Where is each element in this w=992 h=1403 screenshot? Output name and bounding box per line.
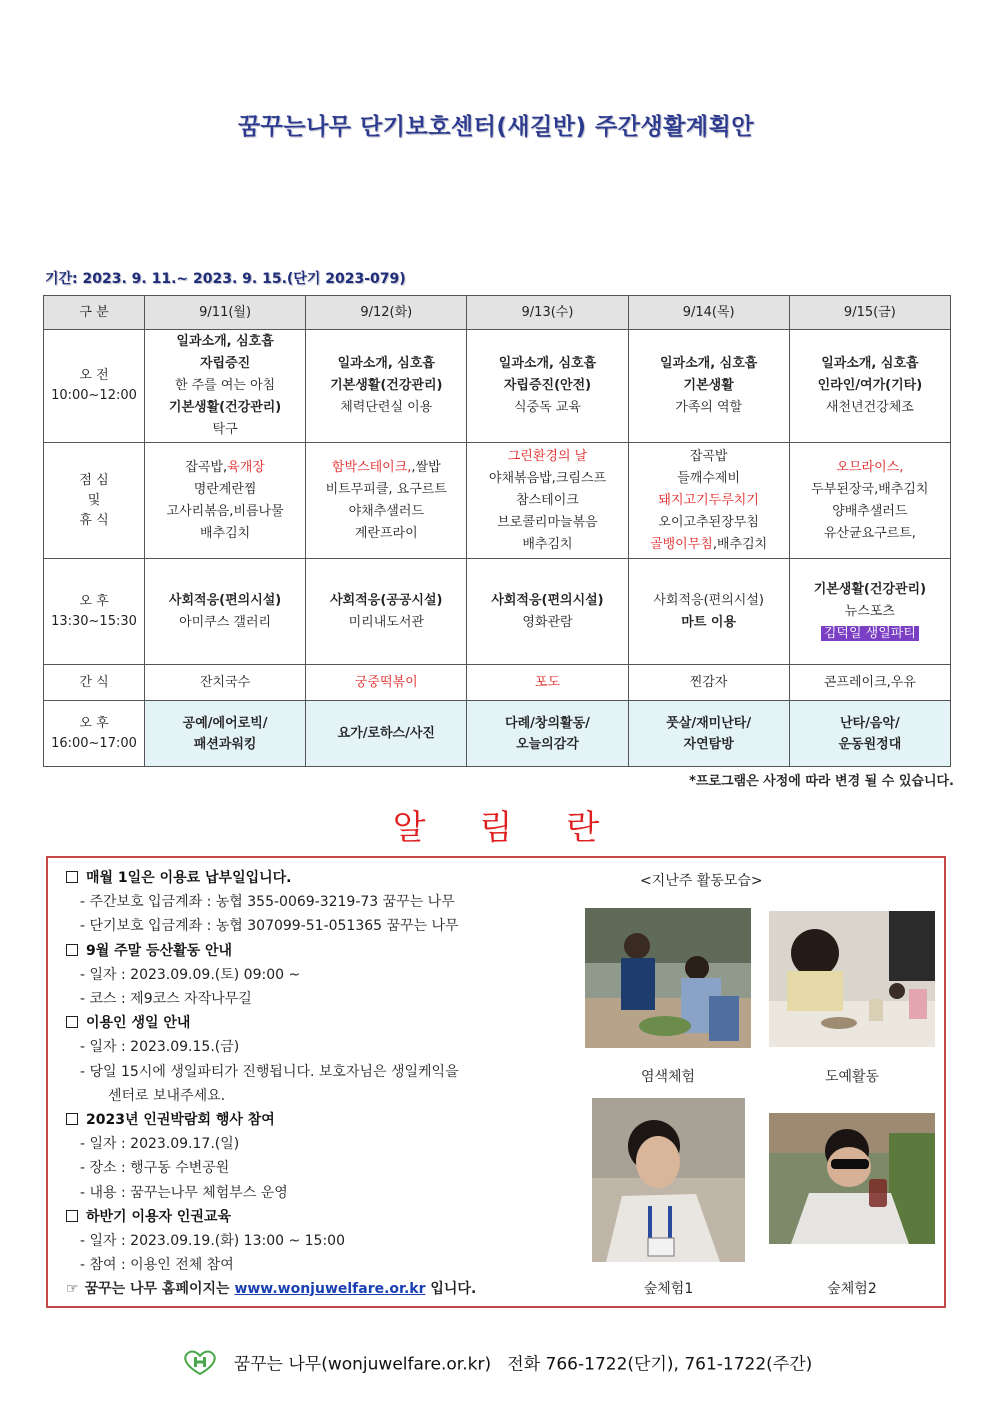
cell-am-fri [789, 330, 950, 443]
checkbox-square-icon [66, 1210, 78, 1222]
cell-text: 다례/창의활동/ [505, 715, 590, 731]
page-title: 꿈꾸는나무 단기보호센터(새길반) 주간생활계획안 [237, 114, 755, 140]
cell-late-fri [789, 701, 950, 767]
header-category: 구 분 [44, 296, 145, 330]
cell-snack-thu [628, 665, 789, 701]
cell-text: 일과소개, 심호흡 [659, 356, 758, 371]
notice-detail: 센터로 보내주세요. [108, 1087, 226, 1104]
photo-caption-dyeing: 염색체험 [640, 1069, 696, 1085]
table-header-row [44, 296, 951, 330]
cell-am-thu [628, 330, 789, 443]
cell-text: 김덕일 생일파티 [821, 626, 919, 641]
row-label-afternoon: 오 후 13:30~15:30 [44, 559, 145, 665]
notice-detail: - 참여 : 이용인 전체 참여 [80, 1257, 234, 1274]
cell-text: 돼지고기두루치기 [658, 492, 759, 508]
notice-detail: - 장소 : 행구동 수변공원 [80, 1160, 230, 1177]
cell-lunch-mon [145, 443, 306, 559]
row-morning [44, 330, 951, 443]
cell-text: 브로콜리마늘볶음 [497, 514, 598, 530]
notice-detail: - 일자 : 2023.09.17.(일) [80, 1136, 240, 1153]
cell-text: 난타/음악/ [840, 715, 900, 731]
header-day-tue: 9/12(화) [306, 296, 467, 330]
cell-text: ,배추김치 [712, 536, 768, 552]
notice-heading: 매월 1일은 이용료 납부일입니다. [66, 866, 566, 890]
cell-text: 가족의 역할 [675, 400, 743, 415]
cell-text: 배추김치 [522, 536, 573, 552]
cell-late-tue [306, 701, 467, 767]
photo-pottery [769, 911, 935, 1047]
cell-text: 영화관람 [522, 614, 573, 630]
cell-text: 함박스테이크, [331, 459, 412, 475]
row-label-late-afternoon: 오 후 16:00~17:00 [44, 701, 145, 767]
cell-text: 사회적응(편의시설) [491, 592, 604, 608]
cell-lunch-wed [467, 443, 628, 559]
cell-text: 마트 이용 [681, 614, 737, 630]
cell-text: 새천년건강체조 [825, 400, 914, 415]
cell-text: 오늘의감각 [516, 736, 579, 752]
cell-text: 탁구 [212, 422, 238, 437]
checkbox-square-icon [66, 871, 78, 883]
row-late-afternoon [44, 701, 951, 767]
cell-text: 포도 [534, 674, 561, 690]
cell-text: 잡곡밥, [185, 459, 228, 475]
cell-pm-wed [467, 559, 628, 665]
cell-text: 자립증진(안전) [503, 378, 592, 393]
checkbox-square-icon [66, 944, 78, 956]
cell-text: 명란계란찜 [193, 481, 257, 497]
photo-forest-1 [592, 1098, 745, 1262]
cell-text: 풋살/재미난타/ [666, 715, 752, 731]
cell-text: 유산균요구르트, [823, 525, 916, 541]
cell-text: 한 주를 여는 아침 [174, 378, 276, 393]
checkbox-square-icon [66, 1016, 78, 1028]
cell-text: 오이고추된장무침 [658, 514, 759, 530]
cell-late-wed [467, 701, 628, 767]
cell-lunch-fri [789, 443, 950, 559]
cell-text: 일과소개, 심호흡 [498, 356, 597, 371]
cell-text: 기본생활(건강관리) [813, 581, 927, 597]
notice-detail: - 단기보호 입금계좌 : 농협 307099-51-051365 꿈꾸는 나무 [80, 918, 459, 935]
cell-snack-wed [467, 665, 628, 701]
cell-lunch-thu [628, 443, 789, 559]
tree-logo-icon [180, 1348, 220, 1381]
cell-text: 고사리볶음,비름나물 [166, 503, 284, 519]
notice-heading: 하반기 이용자 인권교육 [66, 1205, 566, 1229]
notice-detail: - 일자 : 2023.09.19.(화) 13:00 ~ 15:00 [80, 1233, 345, 1250]
notice-heading: 이용인 생일 안내 [66, 1011, 566, 1035]
homepage-line: ☞ 꿈꾸는 나무 홈페이지는 www.wonjuwelfare.or.kr 입니다. [66, 1281, 477, 1297]
cell-text: 야채볶음밥,크림스프 [488, 470, 607, 486]
cell-text: 식중독 교육 [514, 400, 581, 415]
row-label-lunch: 점 심 및 휴 식 [44, 443, 145, 559]
cell-text: 패션과워킹 [193, 736, 257, 752]
cell-am-mon [145, 330, 306, 443]
cell-text: 오므라이스, [836, 459, 904, 475]
cell-text: 인라인/여가(기타) [817, 378, 923, 393]
cell-lunch-tue [306, 443, 467, 559]
cell-text: 양배추샐러드 [832, 503, 908, 519]
header-day-fri: 9/15(금) [789, 296, 950, 330]
photo-forest-2 [769, 1113, 935, 1244]
cell-am-wed [467, 330, 628, 443]
cell-text: 찐감자 [689, 674, 728, 690]
cell-text: 기본생활 [683, 378, 734, 393]
cell-text: 뉴스포츠 [844, 603, 895, 619]
notice-detail: - 일자 : 2023.09.09.(토) 09:00 ~ [80, 966, 301, 983]
notice-detail: - 주간보호 입금계좌 : 농협 355-0069-3219-73 꿈꾸는 나무 [80, 894, 455, 911]
notice-detail: - 내용 : 꿈꾸는나무 체험부스 운영 [80, 1184, 288, 1201]
cell-text: 잡곡밥 [689, 448, 728, 464]
notice-heading: 2023년 인권박람회 행사 참여 [66, 1108, 566, 1132]
cell-text: 궁중떡볶이 [354, 674, 418, 690]
cell-text: 요가/로하스/사진 [337, 726, 435, 741]
notice-detail: - 코스 : 제9코스 자작나무길 [80, 991, 252, 1008]
cell-text: 기본생활(건강관리) [168, 400, 282, 415]
header-day-thu: 9/14(목) [628, 296, 789, 330]
cell-text: 아미쿠스 갤러리 [179, 614, 272, 630]
cell-pm-mon [145, 559, 306, 665]
cell-text: 배추김치 [199, 525, 251, 541]
row-afternoon [44, 559, 951, 665]
notice-heading: 9월 주말 등산활동 안내 [66, 939, 566, 963]
cell-text: 운동원정대 [838, 736, 902, 752]
cell-text: 비트무피클, 요구르트 [325, 481, 447, 497]
notice-board-title: 알림란 [392, 808, 654, 848]
notice-detail: - 당일 15시에 생일파티가 진행됩니다. 보호자님은 생일케익을 [80, 1063, 459, 1080]
cell-pm-fri [789, 559, 950, 665]
photo-dyeing [585, 908, 751, 1048]
row-lunch [44, 443, 951, 559]
photo-caption-pottery: 도예활동 [824, 1069, 880, 1085]
cell-text: 골뱅이무침 [650, 536, 713, 552]
schedule-change-note: *프로그램은 사정에 따라 변경 될 수 있습니다. [689, 774, 954, 789]
cell-text: 들깨수제비 [677, 470, 741, 486]
cell-text: ,쌀밥 [411, 459, 441, 475]
cell-text: 계란프라이 [354, 525, 418, 541]
cell-am-tue [306, 330, 467, 443]
cell-text: 사회적응(편의시설) [653, 592, 764, 608]
cell-text: 참스테이크 [516, 492, 579, 508]
cell-late-mon [145, 701, 306, 767]
header-day-mon: 9/11(월) [145, 296, 306, 330]
cell-text: 사회적응(편의시설) [168, 592, 282, 608]
cell-text: 일과소개, 심호흡 [337, 356, 435, 371]
cell-text: 야채추샐러드 [348, 503, 424, 519]
cell-pm-thu [628, 559, 789, 665]
notice-detail: - 일자 : 2023.09.15.(금) [80, 1039, 240, 1056]
cell-text: 미리내도서관 [348, 614, 424, 630]
row-label-morning: 오 전 10:00~12:00 [44, 330, 145, 443]
checkbox-square-icon [66, 1113, 78, 1125]
page-footer [0, 1348, 992, 1381]
cell-snack-mon [145, 665, 306, 701]
cell-text: 일과소개, 심호흡 [176, 334, 274, 349]
cell-text: 기본생활(건강관리) [330, 378, 443, 393]
row-snack [44, 665, 951, 701]
weekly-schedule-table [43, 295, 951, 767]
cell-text: 사회적응(공공시설) [330, 592, 443, 608]
photo-caption-forest-2: 숲체험2 [827, 1281, 877, 1297]
cell-snack-fri [789, 665, 950, 701]
cell-text: 공예/에어로빅/ [182, 715, 268, 731]
header-day-wed: 9/13(수) [467, 296, 628, 330]
cell-late-thu [628, 701, 789, 767]
cell-text: 자연탐방 [683, 736, 734, 752]
cell-text: 잔치국수 [199, 674, 251, 690]
cell-pm-tue [306, 559, 467, 665]
cell-text: 두부된장국,배추김치 [811, 481, 929, 497]
photo-caption-forest-1: 숲체험1 [643, 1281, 694, 1297]
row-label-snack: 간 식 [44, 665, 145, 701]
cell-snack-tue [306, 665, 467, 701]
cell-text: 자립증진 [199, 356, 251, 371]
pointing-hand-icon: ☞ [66, 1281, 79, 1297]
notice-list [66, 866, 566, 1277]
gallery-caption: <지난주 활동모습> [640, 873, 763, 889]
homepage-link[interactable]: www.wonjuwelfare.or.kr [234, 1281, 426, 1297]
footer-contact: 꿈꾸는 나무(wonjuwelfare.or.kr) 전화 766-1722(단기), 761-1722(주간) [233, 1354, 813, 1375]
schedule-period: 기간: 2023. 9. 11.~ 2023. 9. 15.(단기 2023-079) [45, 271, 406, 287]
cell-text: 그린환경의 날 [507, 448, 588, 464]
cell-text: 일과소개, 심호흡 [821, 356, 919, 371]
cell-text: 육개장 [227, 459, 265, 475]
cell-text: 콘프레이크,우유 [823, 674, 916, 690]
cell-text: 체력단련실 이용 [340, 400, 433, 415]
